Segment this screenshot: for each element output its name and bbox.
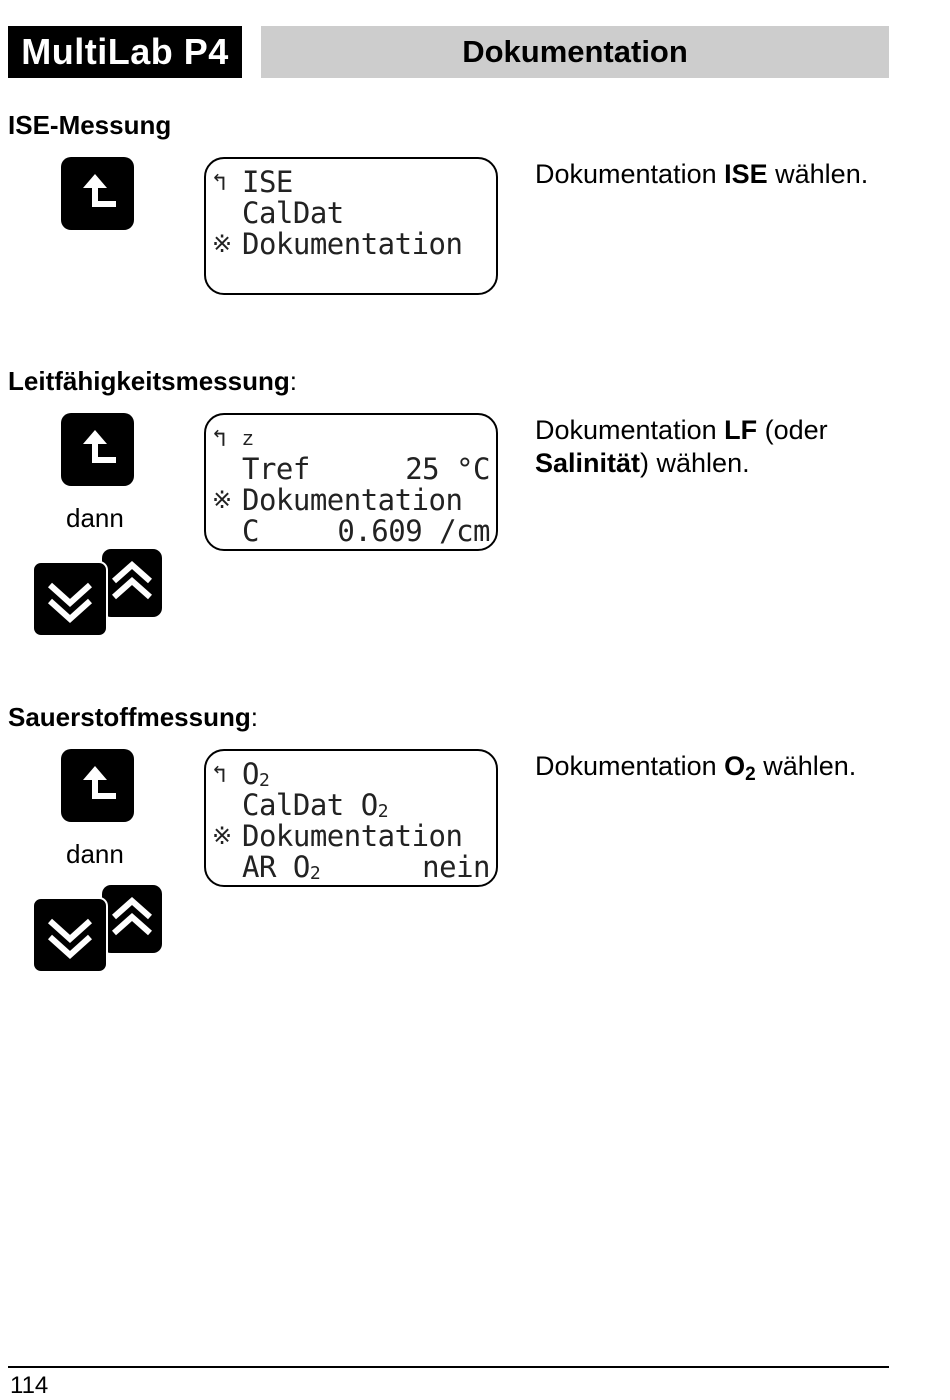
lcd-display-lf: ↰ ᴢ Tref 25 °C ※ Dokumentation C 0.609 /cm	[204, 413, 498, 551]
then-label: dann	[66, 839, 124, 869]
section-heading-text: Sauerstoffmessung	[8, 702, 251, 732]
enter-arrow-icon	[61, 413, 134, 486]
section-heading-ise	[8, 110, 171, 140]
brand-logo: MultiLab P4	[8, 26, 242, 78]
enter-key[interactable]	[61, 413, 134, 486]
lcd-display-o2: ↰ $O_2$ CalDat $O_2$ ※ Dokumentation AR $O_2$ nein	[204, 749, 498, 887]
lcd-display-ise: ↰ ISE CalDat ※ Dokumentation	[204, 157, 498, 295]
section-heading-o2: Sauerstoffmessung:	[8, 702, 258, 732]
double-chevron-down-icon	[34, 563, 106, 635]
scroll-keys	[32, 885, 162, 975]
scroll-down-key[interactable]	[32, 897, 108, 973]
instruction-ise: Dokumentation ISE wählen.	[535, 159, 869, 189]
scroll-down-key[interactable]	[32, 561, 108, 637]
footer-divider	[8, 1366, 889, 1368]
enter-arrow-icon	[61, 749, 134, 822]
double-chevron-down-icon	[34, 899, 106, 971]
double-chevron-up-icon	[102, 549, 162, 617]
page-number: 114	[10, 1372, 49, 1399]
enter-key[interactable]	[61, 157, 134, 230]
section-heading-text: ISE-Messung	[8, 110, 172, 140]
scroll-up-key[interactable]	[102, 885, 162, 953]
then-label: dann	[66, 503, 124, 533]
scroll-up-key[interactable]	[102, 549, 162, 617]
section-heading-lf: Leitfähigkeitsmessung:	[8, 366, 297, 396]
page-title: Dokumentation	[261, 26, 889, 78]
section-heading-text: Leitfähigkeitsmessung	[8, 366, 290, 396]
double-chevron-up-icon	[102, 885, 162, 953]
instruction-lf: Dokumentation LF (oder Salinität) wählen.	[535, 415, 828, 478]
enter-arrow-icon	[61, 157, 134, 230]
instruction-o2: Dokumentation $O_2$ wählen.	[535, 751, 857, 785]
scroll-keys	[32, 549, 162, 639]
enter-key[interactable]	[61, 749, 134, 822]
